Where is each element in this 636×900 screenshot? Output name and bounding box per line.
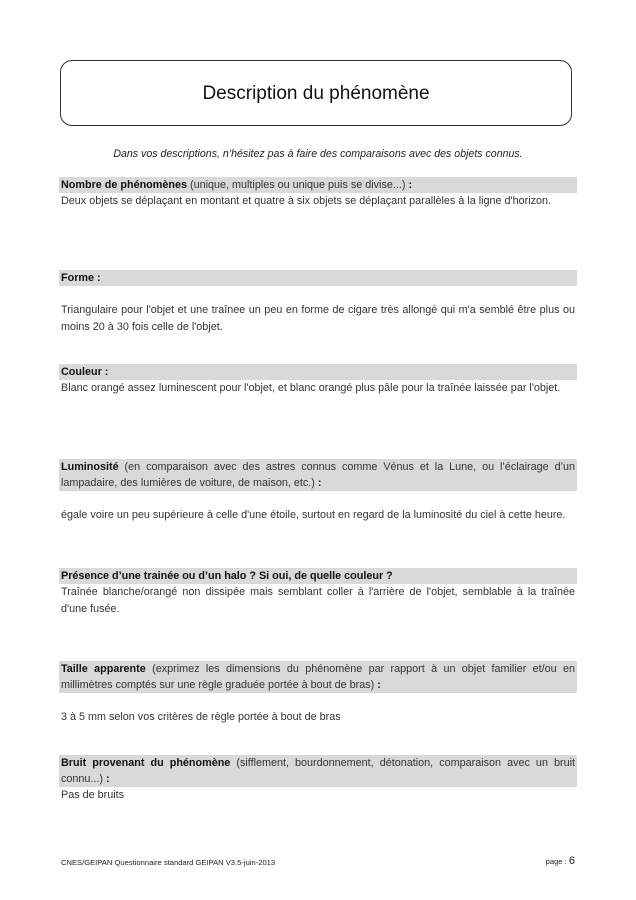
section-answer: 3 à 5 mm selon vos critères de règle portée à bout de bras	[61, 711, 341, 723]
section-hint: (unique, multiples ou unique puis se divise...)	[190, 179, 406, 191]
footer-source: CNES/GEIPAN Questionnaire standard GEIPAN V3.5-juin-2013	[61, 858, 276, 867]
section-trainee	[59, 568, 577, 618]
section-header	[59, 177, 577, 193]
page-footer	[61, 855, 577, 867]
spacer	[59, 491, 577, 507]
section-couleur	[59, 364, 577, 397]
section-label: Présence d’une trainée ou d’un halo ? Si oui, de quelle couleur ?	[61, 570, 393, 582]
section-label: Bruit provenant du phénomène	[61, 757, 231, 769]
section-hint: (sifflement, bourdonnement, détonation, comparaison avec un bruit connu...)	[61, 757, 576, 785]
section-label: Taille apparente	[61, 663, 146, 675]
section-nombre	[59, 177, 577, 210]
section-header	[59, 568, 577, 584]
section-forme	[59, 270, 577, 336]
section-hint: (en comparaison avec des astres connus comme Vénus et la Lune, ou l’éclairage d’un lampadaire, des lumières de voiture, de maison, etc.)	[61, 461, 575, 489]
intro-text: Dans vos descriptions, n’hésitez pas à faire des comparaisons avec des objets connus.	[113, 148, 523, 160]
section-taille	[59, 661, 577, 726]
section-luminosite	[59, 459, 577, 524]
section-label: Nombre de phénomènes	[61, 179, 187, 191]
section-answer: Pas de bruits	[61, 789, 125, 801]
section-answer: Blanc orangé assez luminescent pour l'objet, et blanc orangé plus pâle pour la traînée laissée par l'objet.	[61, 382, 561, 394]
section-label: Luminosité	[61, 461, 119, 473]
section-label: Couleur :	[61, 366, 109, 378]
section-bruit	[59, 755, 577, 804]
section-header	[59, 661, 577, 693]
section-answer: Traînée blanche/orangé non dissipée mais semblant coller à l'arrière de l'objet, semblable à la traînée d'une fusée.	[61, 586, 575, 615]
page-number: 6	[568, 855, 575, 867]
section-hint: (exprimez les dimensions du phénomène par rapport à un objet familier et/ou en millimètres comptés sur une règle graduée portée à bout de bras)	[61, 663, 576, 691]
section-header	[59, 755, 577, 787]
section-header	[59, 364, 577, 380]
section-suffix: :	[408, 179, 413, 191]
section-label: Forme :	[61, 272, 101, 284]
spacer	[59, 286, 577, 302]
section-suffix: :	[317, 477, 322, 489]
page-number-block	[546, 855, 575, 867]
spacer	[59, 693, 577, 709]
section-header	[59, 270, 577, 286]
section-answer: Triangulaire pour l'objet et une traînee un peu en forme de cigare très allongé qui m'a semblé être plus ou moins 20 à 30 fois celle de l'objet.	[61, 304, 575, 333]
section-suffix: :	[377, 679, 381, 691]
title-box	[60, 60, 572, 126]
section-header	[59, 459, 577, 491]
page-label: page :	[545, 857, 567, 866]
section-answer: Deux objets se déplaçant en montant et quatre à six objets se déplaçant parallèles à la ligne d'horizon.	[61, 195, 552, 207]
section-answer: égale voire un peu supérieure à celle d'une étoile, surtout en regard de la luminosité du ciel à cette heure.	[61, 509, 566, 521]
page-title: Description du phénomène	[202, 83, 430, 104]
section-suffix: :	[106, 773, 110, 785]
